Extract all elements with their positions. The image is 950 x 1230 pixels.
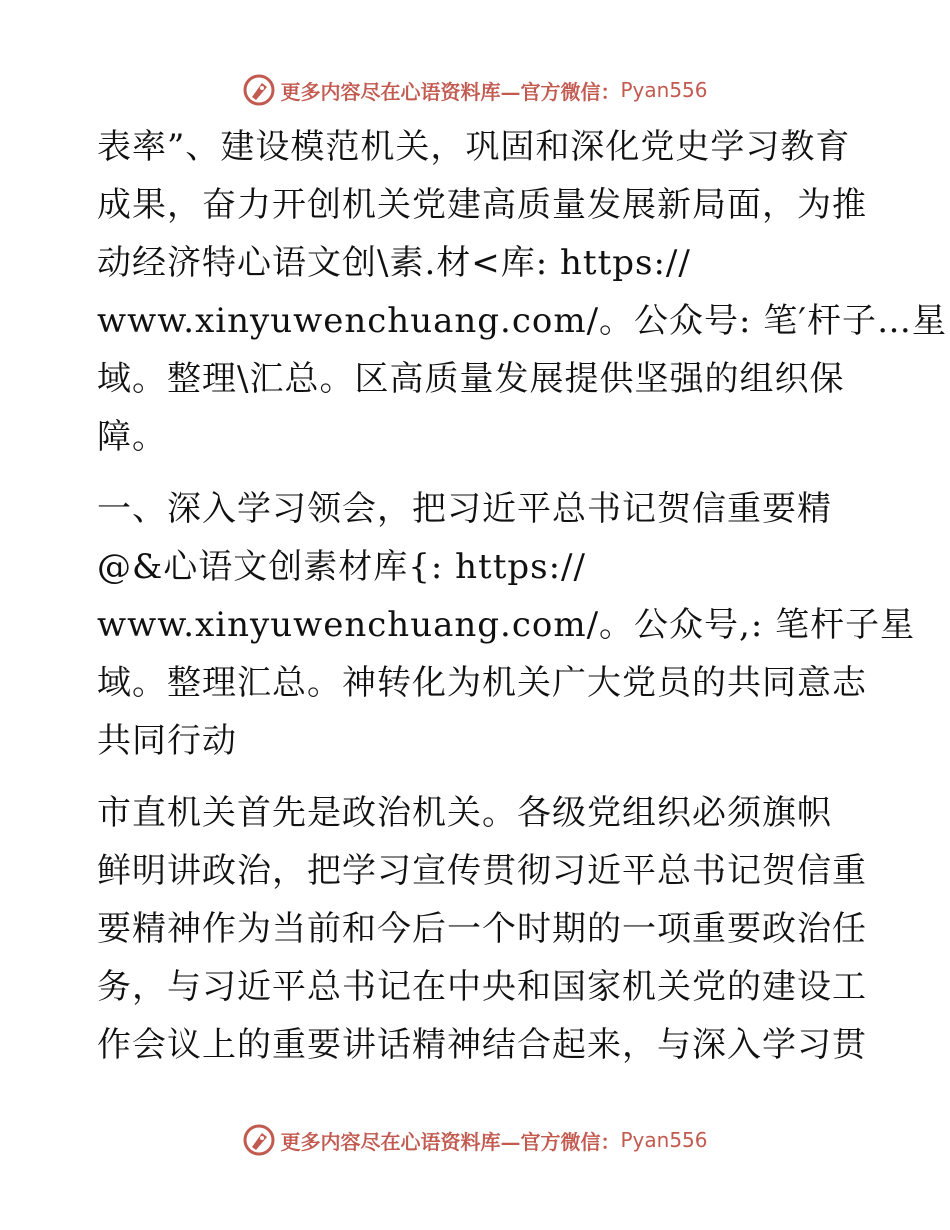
paragraph-spacer <box>97 770 857 784</box>
text-line: @&心语文创素材库{: https:// <box>97 547 586 587</box>
text-line: 成果，奋力开创机关党建高质量发展新局面，为推 <box>97 185 867 225</box>
paragraph-spacer <box>97 466 857 480</box>
text-line: 要精神作为当前和今后一个时期的一项重要政治任 <box>97 909 867 949</box>
footer-ad-text: 更多内容尽在心语资料库—官方微信： <box>280 1129 621 1154</box>
paragraph-2-heading <box>97 480 916 770</box>
text-line: 障。 <box>97 417 167 457</box>
header-ad-text: 更多内容尽在心语资料库—官方微信： <box>280 79 621 104</box>
section-heading-line: 一、深入学习领会，把习近平总书记贺信重要精 <box>97 489 832 529</box>
text-line: 域。整理汇总。神转化为机关广大党员的共同意志 <box>97 663 867 703</box>
text-line: 共同行动 <box>97 721 237 761</box>
pen-nib-logo-icon <box>242 1123 276 1157</box>
footer-watermark-banner <box>0 1120 950 1160</box>
text-line: 鲜明讲政治，把学习宣传贯彻习近平总书记贺信重 <box>97 851 867 891</box>
text-line: 动经济特心语文创\素.材<库: https:// <box>97 243 691 283</box>
text-line: www.xinyuwenchuang.com/。公众号,: 笔杆子星 <box>97 605 916 645</box>
header-wechat-id: Pyan556 <box>620 78 708 102</box>
text-line: 务，与习近平总书记在中央和国家机关党的建设工 <box>97 967 867 1007</box>
text-line: 表率”、建设模范机关，巩固和深化党史学习教育 <box>97 127 851 167</box>
text-line: 作会议上的重要讲话精神结合起来，与深入学习贯 <box>97 1025 867 1065</box>
paragraph-3 <box>97 784 867 1074</box>
text-line: 市直机关首先是政治机关。各级党组织必须旗帜 <box>97 793 832 833</box>
footer-wechat-id: Pyan556 <box>620 1128 708 1152</box>
header-watermark-banner <box>0 70 950 110</box>
pen-nib-logo-icon <box>242 73 276 107</box>
text-line: www.xinyuwenchuang.com/。公众号: 笔′杆子…星 <box>97 301 948 341</box>
document-body <box>97 118 948 1074</box>
text-line: 域。整理\汇总。区高质量发展提供坚强的组织保 <box>97 359 845 399</box>
paragraph-1 <box>97 118 948 466</box>
